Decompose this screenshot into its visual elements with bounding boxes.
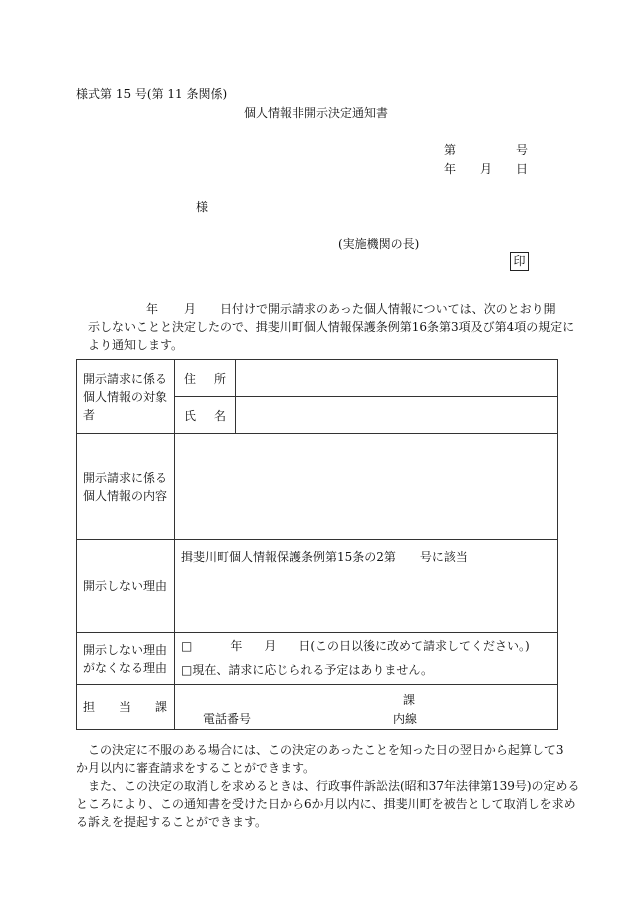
content-label: 開示請求に係る個人情報の内容 — [77, 434, 175, 540]
reason-text: 揖斐川町個人情報保護条例第15条の2第 — [181, 550, 396, 564]
reason-field[interactable] — [175, 540, 558, 633]
reason-gone-label: 開示しない理由がなくなる理由 — [77, 633, 175, 685]
decision-form-table — [76, 359, 558, 730]
reason-gone-checkbox-1[interactable]: □ — [181, 639, 193, 653]
date-year: 年 — [444, 162, 457, 176]
reason-text-2: 号に該当 — [419, 550, 468, 564]
reason-gone-option-1-text: 日(この日以後に改めて請求してください。) — [298, 639, 530, 653]
note-2-line-2: ところにより、この通知書を受けた日から6か月以内に、揖斐川町を被告として取消しを求め — [76, 797, 576, 811]
sender-title: (実施機関の長) — [338, 237, 420, 251]
content-field[interactable] — [175, 434, 558, 540]
form-number: 様式第 15 号(第 11 条関係) — [76, 87, 228, 101]
intro-text-line1: 日付けで開示請求のあった個人情報については、次のとおり開 — [220, 302, 556, 316]
intro-year: 年 — [146, 302, 159, 316]
doc-number-dai: 第 — [444, 143, 457, 157]
name-label: 氏 名 — [175, 397, 236, 434]
reason-gone-field[interactable]: □ 年 月 日(この日以後に改めて請求してください。) □現在、請求に応じられる予定はありません。 — [175, 633, 558, 685]
subject-label: 開示請求に係る個人情報の対象者 — [77, 360, 175, 434]
staff-label: 担 当 課 — [77, 685, 175, 730]
date-month: 月 — [480, 162, 493, 176]
note-2-line-1: また、この決定の取消しを求めるときは、行政事件訴訟法(昭和37年法律第139号)の定める — [88, 779, 580, 793]
note-1-line-1: この決定に不服のある場合には、この決定のあったことを知った日の翌日から起算して3 — [88, 743, 564, 757]
extension-label: 内線 — [393, 712, 418, 726]
date-day: 日 — [516, 162, 529, 176]
note-2-line-3: る訴えを提起することができます。 — [76, 815, 268, 829]
reason-label: 開示しない理由 — [77, 540, 175, 633]
intro-month: 月 — [184, 302, 197, 316]
staff-field[interactable] — [175, 685, 558, 730]
reason-gone-option-2[interactable]: □現在、請求に応じられる予定はありません。 — [181, 663, 434, 677]
address-field[interactable] — [236, 360, 558, 397]
note-1-line-2: か月以内に審査請求をすることができます。 — [76, 761, 316, 775]
document-title: 個人情報非開示決定通知書 — [244, 106, 389, 120]
intro-text-line2: 示しないことと決定したので、揖斐川町個人情報保護条例第16条第3項及び第4項の規定に — [88, 320, 575, 334]
staff-section-suffix: 課 — [403, 693, 416, 707]
recipient-suffix: 様 — [196, 200, 209, 214]
address-label: 住 所 — [175, 360, 236, 397]
phone-label: 電話番号 — [203, 712, 252, 726]
name-field[interactable] — [236, 397, 558, 434]
doc-number-go: 号 — [516, 143, 529, 157]
seal-stamp: 印 — [510, 252, 529, 271]
intro-text-line3: より通知します。 — [88, 338, 184, 352]
